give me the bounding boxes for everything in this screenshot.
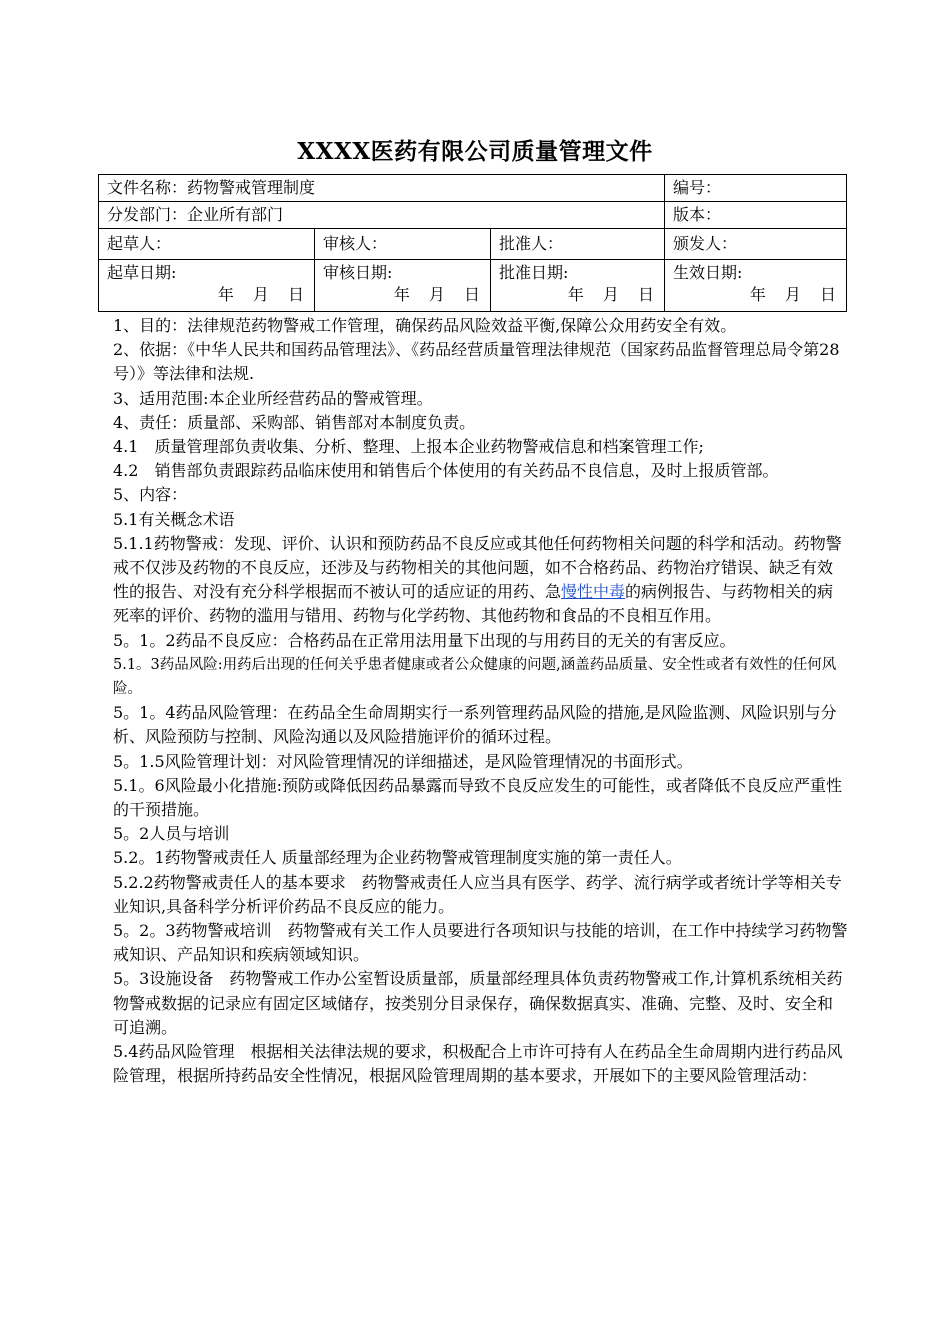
section-5-1-1-text-b: 的病例报告、与药物相关的病死率的评价、药物的滥用与错用、药物与化学药物、其他药物和食品的不良相互作用。 bbox=[113, 582, 834, 626]
review-date-label: 审核日期: bbox=[323, 263, 393, 282]
review-date-cell bbox=[315, 260, 491, 312]
effective-date-cell bbox=[665, 260, 847, 312]
section-5-1-1 bbox=[113, 532, 848, 629]
section-basis: 2、依据：《中华人民共和国药品管理法》、《药品经营质量管理法律规范（国家药品监督管理总局令第28号）》等法律和法规. bbox=[113, 340, 840, 384]
approve-date-label: 批准日期: bbox=[499, 263, 569, 282]
approve-date-value: 年 月 日 bbox=[567, 285, 655, 304]
section-5-1-2: 5。1。2药品不良反应：合格药品在正常用法用量下出现的与用药目的无关的有害反应。 bbox=[113, 630, 736, 650]
effective-date-label: 生效日期: bbox=[673, 263, 743, 282]
document-body bbox=[113, 314, 848, 1089]
issuer-cell: 颁发人： bbox=[665, 229, 847, 260]
section-5-2: 5。2人员与培训 bbox=[113, 824, 230, 844]
section-scope: 3、适用范围:本企业所经营药品的警戒管理。 bbox=[113, 388, 433, 408]
section-5-1-3: 5.1。3药品风险:用药后出现的任何关乎患者健康或者公众健康的问题,涵盖药品质量、安全性或者有效性的任何风险。 bbox=[113, 656, 837, 698]
reviewer-cell: 审核人： bbox=[315, 229, 491, 260]
approver-cell: 批准人： bbox=[491, 229, 665, 260]
chronic-poisoning-link[interactable]: 慢性中毒 bbox=[561, 582, 626, 602]
section-content: 5、内容： bbox=[113, 485, 188, 505]
section-4-1: 4.1 质量管理部负责收集、分析、整理、上报本企业药物警戒信息和档案管理工作; bbox=[113, 437, 704, 457]
file-name-cell: 文件名称：药物警戒管理制度 bbox=[99, 175, 665, 202]
section-purpose: 1、目的：法律规范药物警戒工作管理，确保药品风险效益平衡,保障公众用药安全有效。 bbox=[113, 316, 737, 335]
section-5-2-1: 5.2。1药物警戒责任人 质量部经理为企业药物警戒管理制度实施的第一责任人。 bbox=[113, 848, 682, 868]
department-cell: 分发部门：企业所有部门 bbox=[99, 202, 665, 229]
section-5-1-4: 5。1。4药品风险管理：在药品全生命周期实行一系列管理药品风险的措施,是风险监测、风险识别与分析、风险预防与控制、风险沟通以及风险措施评价的循环过程。 bbox=[113, 703, 837, 747]
section-5-1-1-text-a: 5.1.1药物警戒：发现、评价、认识和预防药品不良反应或其他任何药物相关问题的科学和活动。药物警戒不仅涉及药物的不良反应，还涉及与药物相关的其他问题，如不合格药品、药物治疗错误、缺乏有效性的报告、对没有充分科学根据而不被认可的适应证的用药、急 bbox=[113, 533, 842, 602]
approve-date-cell bbox=[491, 260, 665, 312]
section-5-1: 5.1有关概念术语 bbox=[113, 509, 235, 529]
review-date-value: 年 月 日 bbox=[393, 285, 480, 304]
effective-date-value: 年 月 日 bbox=[749, 285, 837, 304]
draft-date-cell bbox=[99, 260, 315, 312]
section-5-2-2: 5.2.2药物警戒责任人的基本要求 药物警戒责任人应当具有医学、药学、流行病学或者统计学等相关专业知识,具备科学分析评价药品不良反应的能力。 bbox=[113, 872, 842, 916]
section-5-1-6: 5.1。6风险最小化措施:预防或降低因药品暴露而导致不良反应发生的可能性，或者降低不良反应严重性的干预措施。 bbox=[113, 775, 843, 820]
number-cell: 编号： bbox=[665, 175, 847, 202]
draft-date-value: 年 月 日 bbox=[217, 285, 304, 304]
section-5-3: 5。3设施设备 药物警戒工作办公室暂设质量部，质量部经理具体负责药物警戒工作,计算机系统相关药物警戒数据的记录应有固定区域储存，按类别分目录保存，确保数据真实、准确、完整、及时、安全和可追溯。 bbox=[113, 969, 843, 1037]
draft-date-label: 起草日期: bbox=[107, 263, 177, 282]
document-title: XXXX医药有限公司质量管理文件 bbox=[297, 138, 653, 165]
section-5-2-3: 5。2。3药物警戒培训 药物警戒有关工作人员要进行各项知识与技能的培训，在工作中持续学习药物警戒知识、产品知识和疾病领域知识。 bbox=[113, 921, 848, 965]
document-info-table bbox=[98, 174, 847, 312]
section-5-1-5: 5。1.5风险管理计划：对风险管理情况的详细描述，是风险管理情况的书面形式。 bbox=[113, 751, 693, 771]
drafter-cell: 起草人： bbox=[99, 229, 315, 260]
section-responsibility: 4、责任：质量部、采购部、销售部对本制度负责。 bbox=[113, 412, 476, 432]
section-5-4: 5.4药品风险管理 根据相关法律法规的要求，积极配合上市许可持有人在药品全生命周期内进行药品风险管理，根据所持药品安全性情况，根据风险管理周期的基本要求，开展如下的主要风险管理活动： bbox=[113, 1042, 843, 1086]
section-4-2: 4.2 销售部负责跟踪药品临床使用和销售后个体使用的有关药品不良信息，及时上报质管部。 bbox=[113, 461, 779, 481]
version-cell: 版本： bbox=[665, 202, 847, 229]
